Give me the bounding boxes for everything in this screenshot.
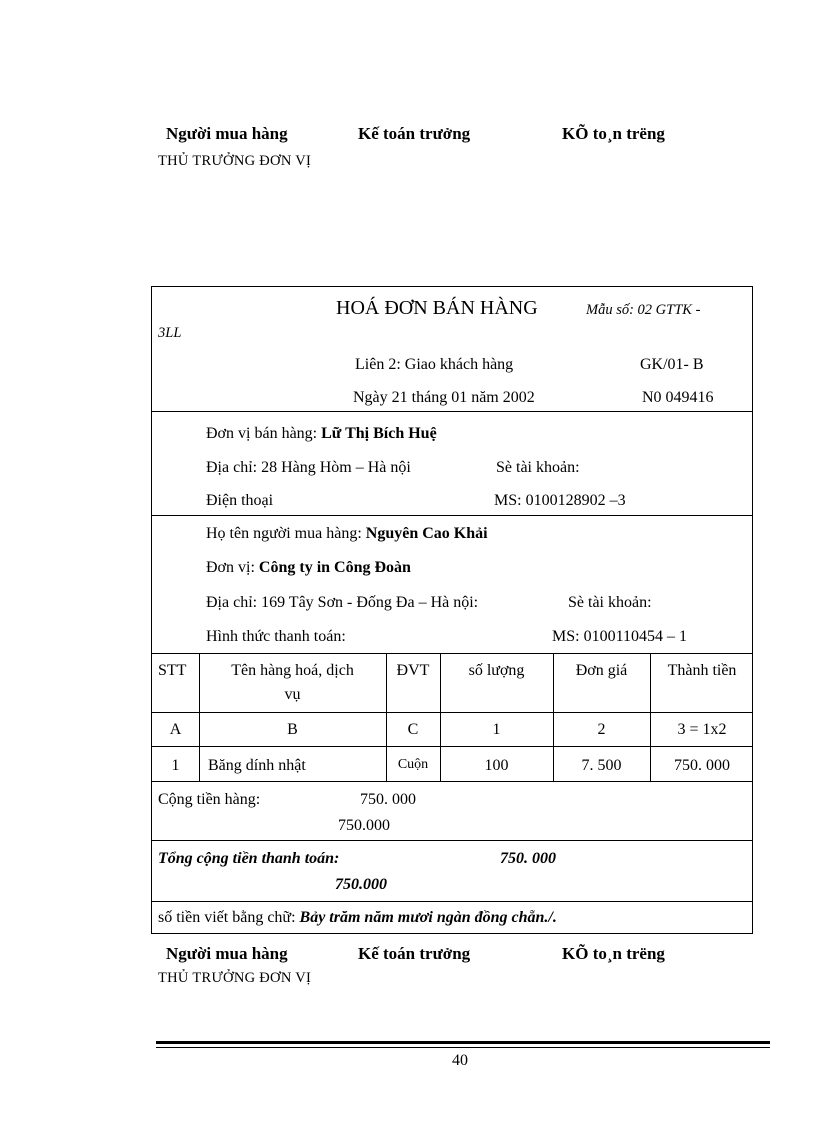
column-header-name-cont: vụ (284, 686, 301, 703)
column-header-quantity: số lượng (468, 662, 525, 679)
row-quantity: 100 (484, 757, 509, 774)
signature-head-label: THỦ TRƯỞNG ĐƠN VỊ (158, 970, 312, 986)
invoice-date: Ngày 21 tháng 01 năm 2002 (353, 389, 535, 406)
amount-in-words: Bảy trăm năm mươi ngàn đồng chẵn./. (299, 909, 557, 926)
invoice-code: GK/01- B (640, 356, 704, 373)
code-cell: A (169, 721, 182, 738)
invoice-box (151, 286, 753, 934)
grand-total-value-2: 750.000 (335, 876, 387, 893)
divider (152, 746, 752, 747)
column-header-unit: ĐVT (396, 662, 430, 679)
seller-unit-name: Lữ Thị Bích Huệ (321, 425, 437, 442)
buyer-address: Địa chỉ: 169 Tây Sơn - Đống Đa – Hà nội: (206, 594, 479, 611)
row-unit: Cuộn (397, 757, 429, 772)
signature-head-label: THỦ TRƯỞNG ĐƠN VỊ (158, 153, 312, 169)
column-header-stt: STT (158, 662, 187, 679)
column-header-amount: Thành tiền (667, 662, 737, 679)
signature-buyer-label: Người mua hàng (166, 124, 288, 143)
amount-in-words-line (158, 909, 557, 927)
row-amount: 750. 000 (674, 757, 730, 774)
buyer-unit-line (206, 559, 411, 577)
code-cell: 2 (597, 721, 606, 738)
divider (152, 653, 752, 654)
row-item-name: Băng dính nhật (208, 757, 306, 774)
divider (152, 411, 752, 412)
form-number: Mẫu số: 02 GTTK - (586, 302, 701, 318)
row-price: 7. 500 (581, 757, 622, 774)
signature-chief-accountant-label: Kế toán trưởng (358, 124, 471, 143)
invoice-number: N0 049416 (642, 389, 714, 406)
form-suffix: 3LL (158, 325, 182, 341)
grand-total-label: Tổng cộng tiền thanh toán: (158, 850, 340, 867)
buyer-name: Nguyên Cao Khải (365, 525, 488, 542)
signature-buyer-label: Người mua hàng (166, 944, 288, 963)
copy-label: Liên 2: Giao khách hàng (355, 356, 514, 373)
divider (152, 901, 752, 902)
page-number: 40 (452, 1052, 468, 1069)
grand-total-value: 750. 000 (500, 850, 556, 867)
subtotal-value-2: 750.000 (338, 817, 390, 834)
buyer-name-label: Họ tên người mua hàng: (206, 525, 362, 542)
divider (152, 840, 752, 841)
code-cell: 3 = 1x2 (677, 721, 727, 738)
seller-address: Địa chỉ: 28 Hàng Hòm – Hà nội (206, 459, 411, 476)
seller-phone: Điện thoại (206, 492, 274, 509)
buyer-account: Sè tài khoản: (568, 594, 652, 611)
code-cell: C (407, 721, 419, 738)
signature-cashier-label: KÕ to¸n trëng (562, 124, 665, 143)
amount-in-words-label: số tiền viết bằng chữ: (158, 909, 296, 926)
code-cell: B (287, 721, 298, 738)
row-stt: 1 (171, 757, 180, 774)
payment-method: Hình thức thanh toán: (206, 628, 346, 645)
footer-rule (156, 1041, 770, 1044)
signature-cashier-label: KÕ to¸n trëng (562, 944, 665, 963)
buyer-unit-label: Đơn vị: (206, 559, 255, 576)
buyer-tax-code: MS: 0100110454 – 1 (552, 628, 687, 645)
divider (152, 712, 752, 713)
seller-unit-label: Đơn vị bán hàng: (206, 425, 318, 442)
buyer-name-line (206, 525, 488, 543)
subtotal-label: Cộng tiền hàng: (158, 791, 261, 808)
column-header-name: Tên hàng hoá, dịch (231, 662, 354, 679)
divider (152, 781, 752, 782)
seller-tax-code: MS: 0100128902 –3 (494, 492, 626, 509)
seller-account: Sè tài khoản: (496, 459, 580, 476)
code-cell: 1 (492, 721, 501, 738)
column-header-price: Đơn giá (575, 662, 628, 679)
invoice-title: HOÁ ĐƠN BÁN HÀNG (336, 297, 538, 319)
signature-chief-accountant-label: Kế toán trưởng (358, 944, 471, 963)
footer-rule-thin (156, 1047, 770, 1048)
subtotal-value: 750. 000 (360, 791, 416, 808)
buyer-unit: Công ty in Công Đoàn (258, 559, 411, 576)
seller-line (206, 425, 437, 443)
divider (152, 515, 752, 516)
